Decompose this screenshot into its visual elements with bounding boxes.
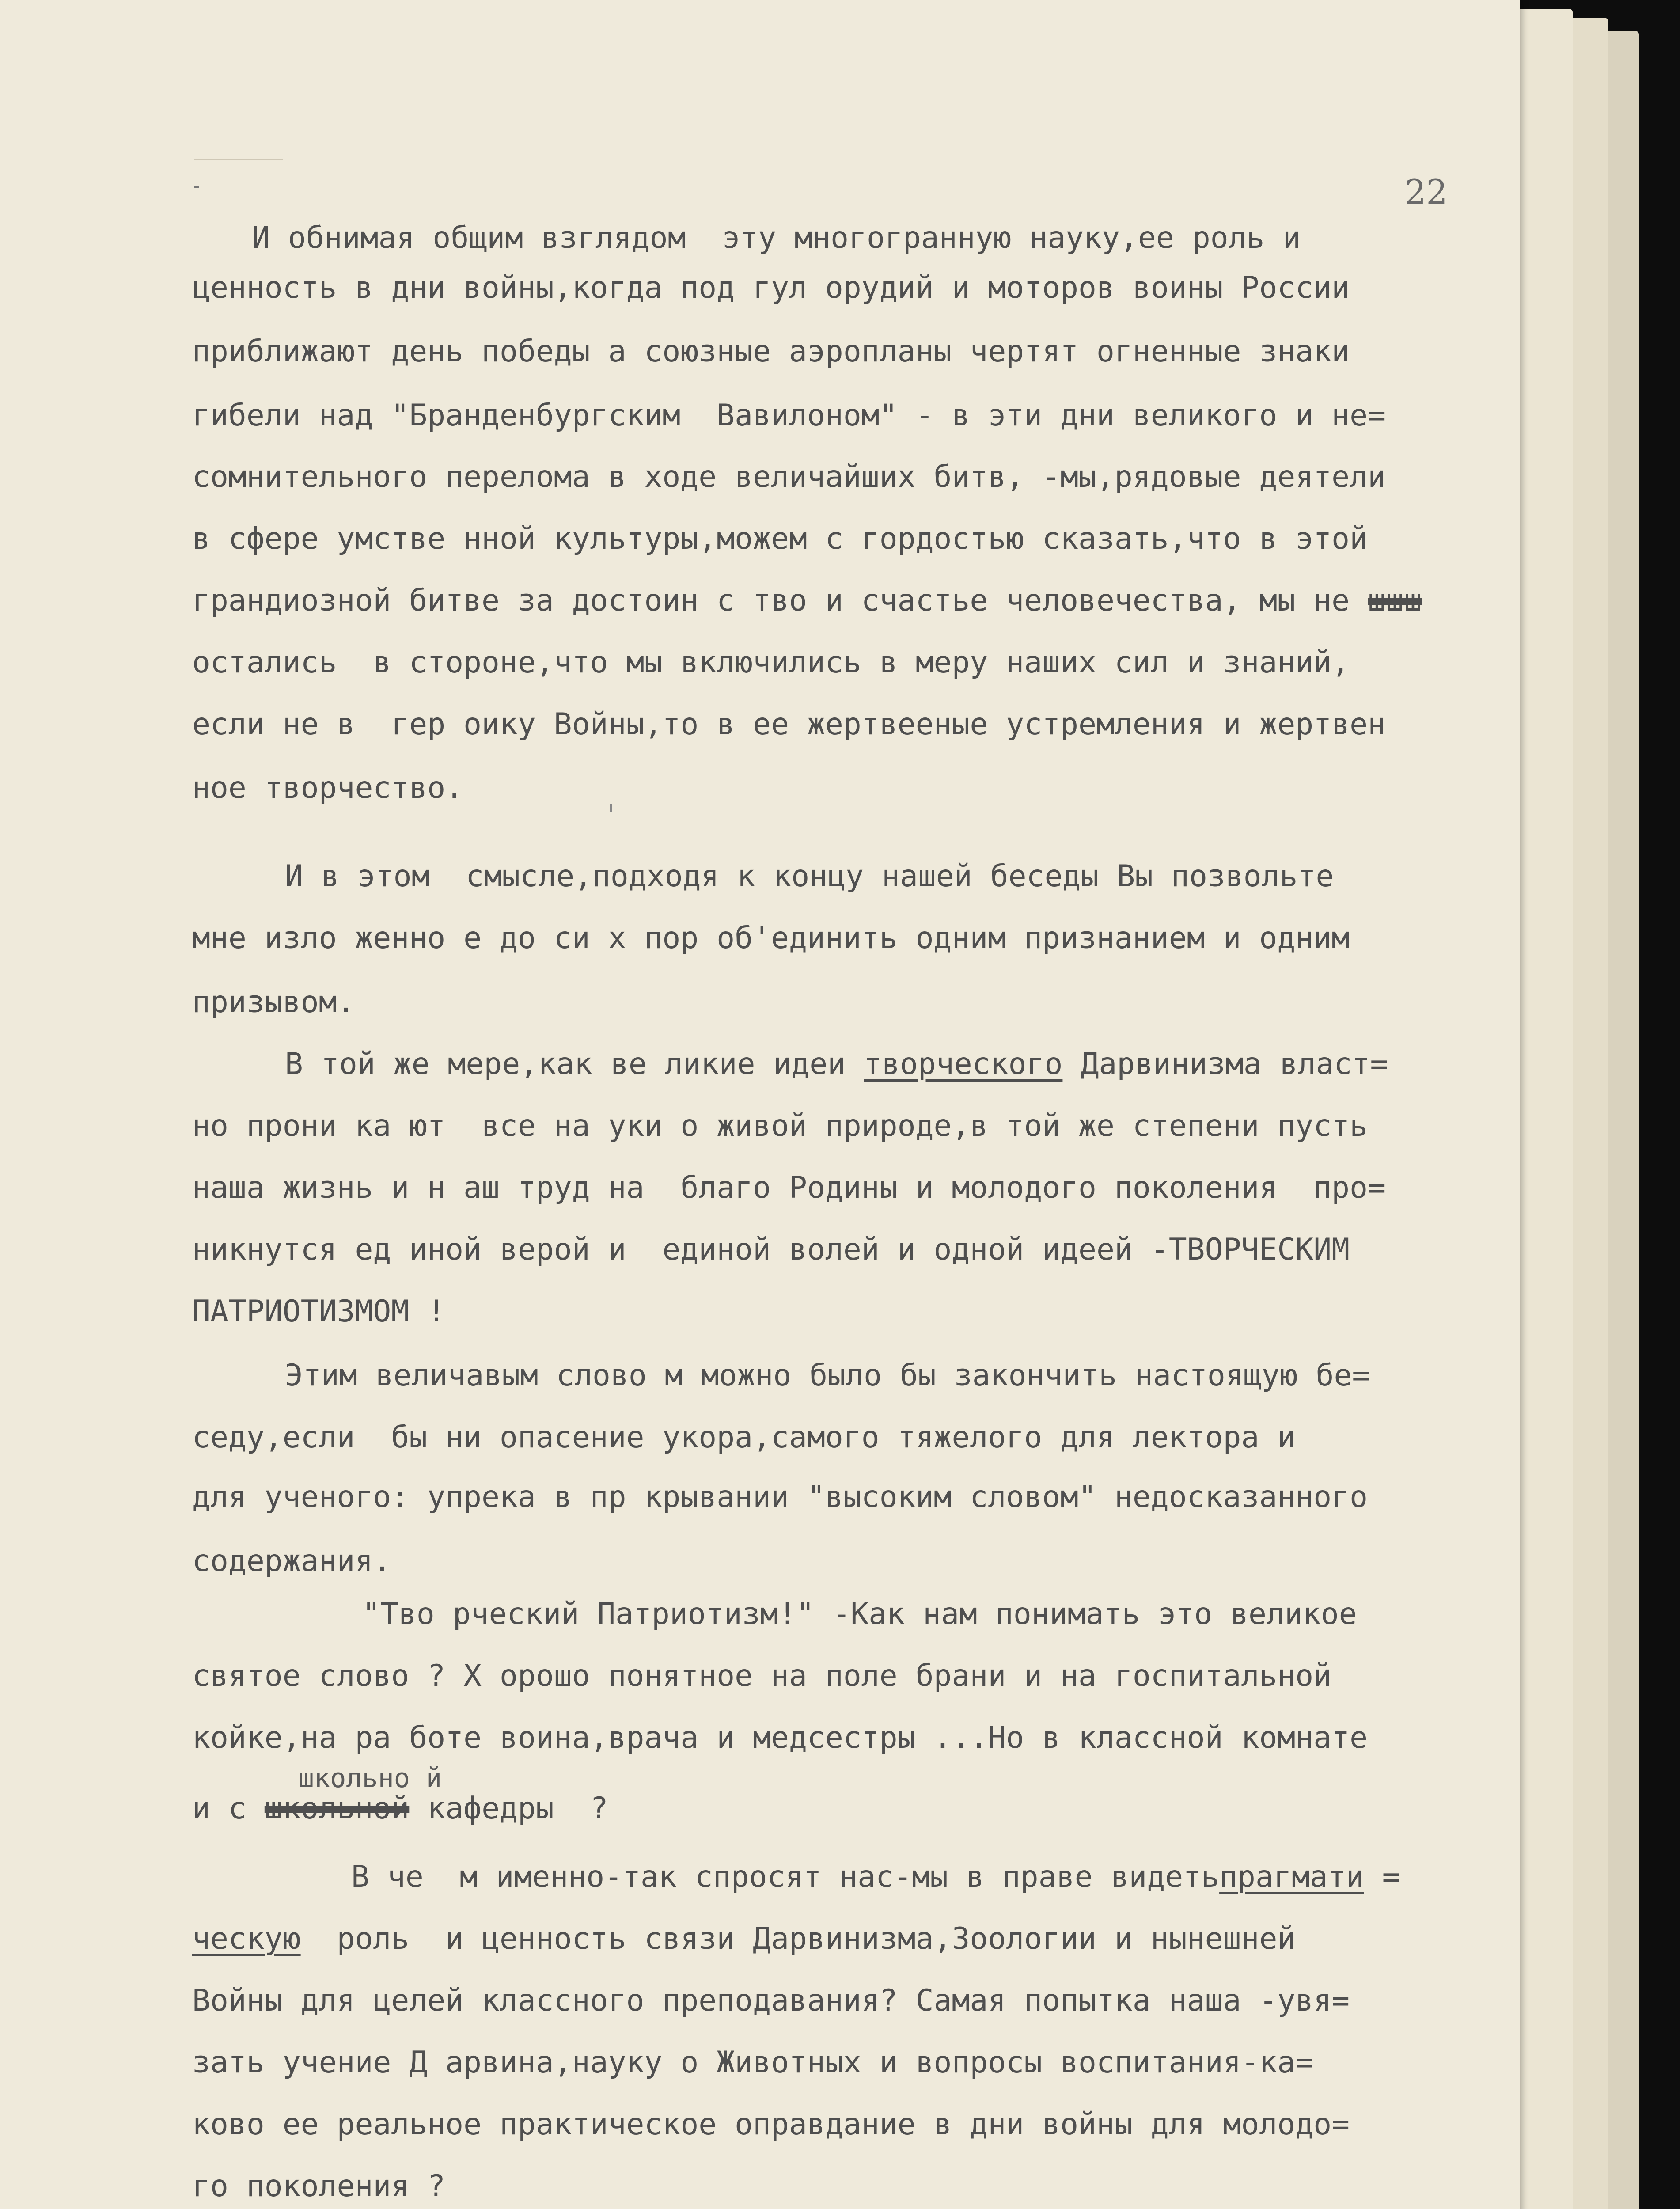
text-line-part: В че м именно-так спросят нас-мы в праве видеть [351,1860,1220,1894]
text-line: Этим величавым слово м можно было бы закончить настоящую бе= [285,1358,1370,1393]
text-line [192,1791,608,1826]
struck-text: школьной [264,1791,410,1826]
text-line: И в этом смысле,подходя к концу нашей беседы Вы позвольте [285,859,1334,894]
text-line [351,1862,1400,1892]
page-number: 22 [1405,172,1448,212]
text-line [192,1921,1296,1956]
text-line: ценность в дни войны,когда под гул орудий и моторов воины России [192,270,1350,305]
text-line: койке,на ра боте воина,врача и медсестры ...Но в классной комнате [192,1720,1368,1755]
underlined-word: ческую [192,1921,301,1956]
text-line: но прони ка ют все на уки о живой природе,в той же степени пусть [192,1108,1368,1143]
text-line: призывом. [192,985,355,1020]
text-line-part: кафедры ? [427,1791,608,1826]
text-line: гибели над "Бранденбургским Вавилоном" - в эти дни великого и не= [192,398,1386,433]
text-line: содержания. [192,1544,391,1579]
text-line: никнутся ед иной верой и единой волей и одной идеей -ТВОРЧЕСКИМ [192,1232,1350,1267]
text-line: "Тво рческий Патриотизм!" -Как нам понимать это великое [362,1597,1357,1632]
text-line [192,583,1422,618]
ink-dot [194,186,199,188]
text-line-part: грандиозной битве за достоин с тво и счастье человечества, мы не [192,583,1350,618]
struck-text: шшш [1368,583,1422,618]
pencil-mark [194,159,283,160]
paper-stack-edge [1511,9,1573,2209]
text-line: в сфере умстве нной культуры,можем с гордостью сказать,что в этой [192,521,1368,556]
text-line: го поколения ? [192,2169,446,2204]
text-line: зать учение Д арвина,науку о Животных и вопросы воспитания-ка= [192,2045,1314,2080]
text-line: ПАТРИОТИЗМОМ ! [192,1294,446,1329]
text-line: сомнительного перелома в ходе величайших битв, -мы,рядовые деятели [192,459,1386,494]
text-line [285,1047,1388,1082]
text-line: мне изло женно е до си х пор об'единить одним признанием и одним [192,921,1350,956]
text-line: приближают день победы а союзные аэропланы чертят огненные знаки [192,334,1350,369]
text-line-part: = [1382,1860,1400,1894]
text-line: седу,если бы ни опасение укора,самого тяжелого для лектора и [192,1420,1296,1455]
text-line-part: Дарвинизма власт= [1081,1047,1388,1082]
text-line: И обнимая общим взглядом эту многогранную науку,ее роль и [252,220,1301,255]
text-line-part: и с [192,1791,247,1826]
underlined-word: прагмати [1219,1860,1364,1894]
text-line: наша жизнь и н аш труд на благо Родины и молодого поколения про= [192,1170,1386,1205]
text-line: ное творчество. [192,770,464,805]
text-line: святое слово ? Х орошо понятное на поле брани и на госпитальной [192,1659,1332,1693]
text-line: для ученого: упрека в пр крывании "высоким словом" недосказанного [192,1480,1368,1514]
handwritten-insertion: школьно й [298,1763,442,1794]
underlined-word: творческого [864,1047,1063,1082]
text-line-part: В той же мере,как ве ликие идеи [285,1047,846,1082]
text-line: остались в стороне,что мы включились в меру наших сил и знаний, [192,645,1350,680]
ink-dot [610,804,612,812]
text-line-part: роль и ценность связи Дарвинизма,Зоологии и нынешней [337,1921,1296,1956]
text-line: если не в гер оику Войны,то в ее жертвееные устремления и жертвен [192,707,1386,742]
text-line: ково ее реальное практическое оправдание в дни войны для молодо= [192,2107,1350,2142]
text-line: Войны для целей классного преподавания? Самая попытка наша -увя= [192,1983,1350,2018]
